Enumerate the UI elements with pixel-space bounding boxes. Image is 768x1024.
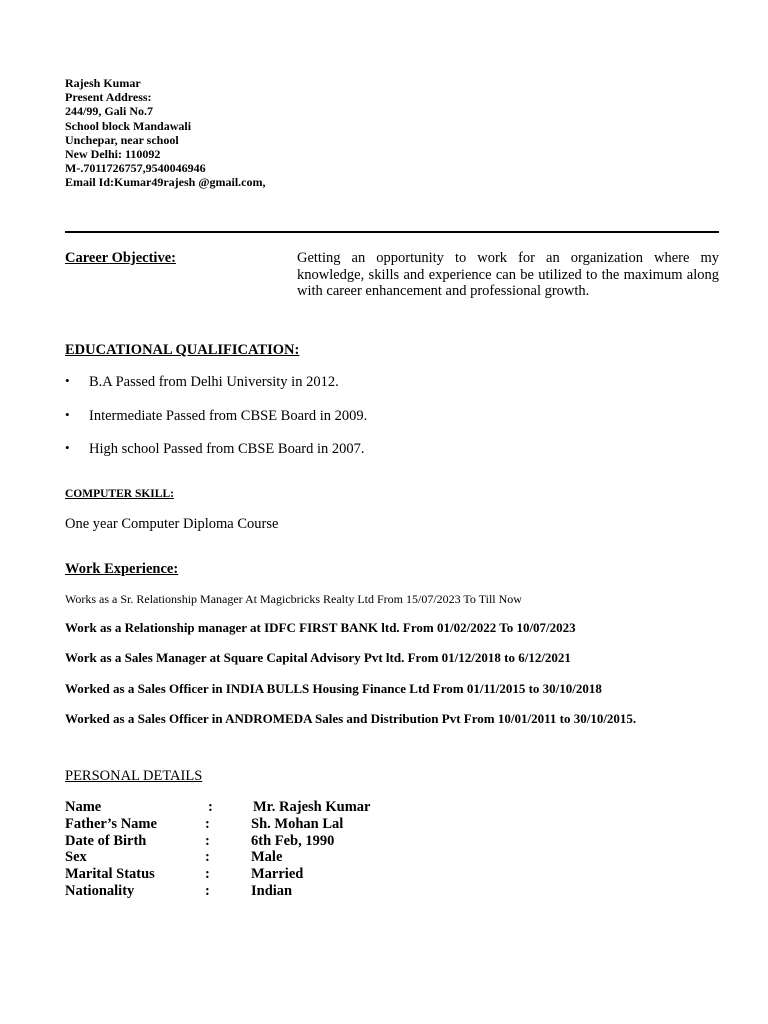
bullet-icon: •	[65, 440, 70, 455]
bullet-icon: •	[65, 406, 70, 422]
personal-details-heading	[65, 768, 202, 785]
detail-separator: :	[205, 849, 210, 866]
education-list	[65, 374, 367, 475]
computer-skill-heading: COMPUTER SKILL:	[65, 488, 174, 500]
education-item: B.A Passed from Delhi University in 2012.	[89, 374, 339, 390]
detail-separator: :	[205, 866, 210, 883]
detail-separator: :	[205, 815, 210, 832]
detail-label: Marital Status	[65, 866, 155, 883]
education-heading: EDUCATIONAL QUALIFICATION:	[65, 342, 300, 358]
work-item: Work as a Sales Manager at Square Capital Advisory Pvt ltd. From 01/12/2018 to 6/12/2021	[65, 650, 571, 666]
current-job: Works as a Sr. Relationship Manager At Magicbricks Realty Ltd From 15/07/2023 To Till Now	[65, 592, 522, 606]
detail-value: 6th Feb, 1990	[251, 832, 335, 849]
address-city: New Delhi: 110092	[65, 147, 161, 162]
work-item: Worked as a Sales Officer in INDIA BULLS Housing Finance Ltd From 01/11/2015 to 30/10/2018	[65, 680, 602, 696]
address-line: 244/99, Gali No.7	[65, 104, 154, 119]
detail-label: Father’s Name	[65, 815, 157, 832]
education-item: High school Passed from CBSE Board in 2007.	[89, 441, 365, 457]
bullet-icon: •	[65, 373, 70, 388]
detail-label: Date of Birth	[65, 832, 147, 849]
detail-label: Sex	[65, 849, 87, 866]
detail-value: Married	[251, 866, 304, 883]
computer-skill-text: One year Computer Diploma Course	[65, 516, 279, 532]
list-item	[65, 441, 367, 475]
detail-separator: :	[208, 799, 213, 815]
email-address: Email Id:Kumar49rajesh @gmail.com,	[65, 175, 266, 190]
detail-value: Mr. Rajesh Kumar	[253, 799, 371, 815]
work-history-list	[65, 620, 636, 741]
contact-block	[65, 76, 265, 190]
phone-numbers: M-.7011726757,9540046946	[65, 161, 206, 176]
career-objective-heading: Career Objective:	[65, 250, 176, 266]
detail-value: Sh. Mohan Lal	[251, 815, 344, 832]
education-item: Intermediate Passed from CBSE Board in 2009.	[89, 407, 368, 424]
address-line: School block Mandawali	[65, 118, 192, 133]
detail-separator: :	[205, 882, 210, 899]
detail-label: Nationality	[65, 882, 135, 899]
personal-details-title: PERSONAL DETAILS	[65, 768, 203, 784]
candidate-name: Rajesh Kumar	[65, 76, 141, 90]
list-item	[65, 374, 367, 408]
work-item: Worked as a Sales Officer in ANDROMEDA Sales and Distribution Pvt From 10/01/2011 to 30/10/2015.	[65, 710, 637, 726]
horizontal-divider	[65, 231, 719, 233]
detail-value: Indian	[251, 882, 293, 899]
work-item: Work as a Relationship manager at IDFC FIRST BANK ltd. From 01/02/2022 To 10/07/2023	[65, 620, 576, 635]
address-heading: Present Address:	[65, 90, 152, 105]
detail-separator: :	[205, 832, 210, 849]
list-item	[65, 408, 367, 442]
address-line: Unchepar, near school	[65, 132, 179, 147]
detail-value: Male	[251, 849, 283, 866]
detail-label: Name	[65, 799, 102, 815]
work-experience-heading: Work Experience:	[65, 561, 179, 577]
career-objective-text: Getting an opportunity to work for an organization where my knowledge, skills and experience can be utilized to the maximum along with career enhancement and professional growth.	[297, 250, 719, 300]
